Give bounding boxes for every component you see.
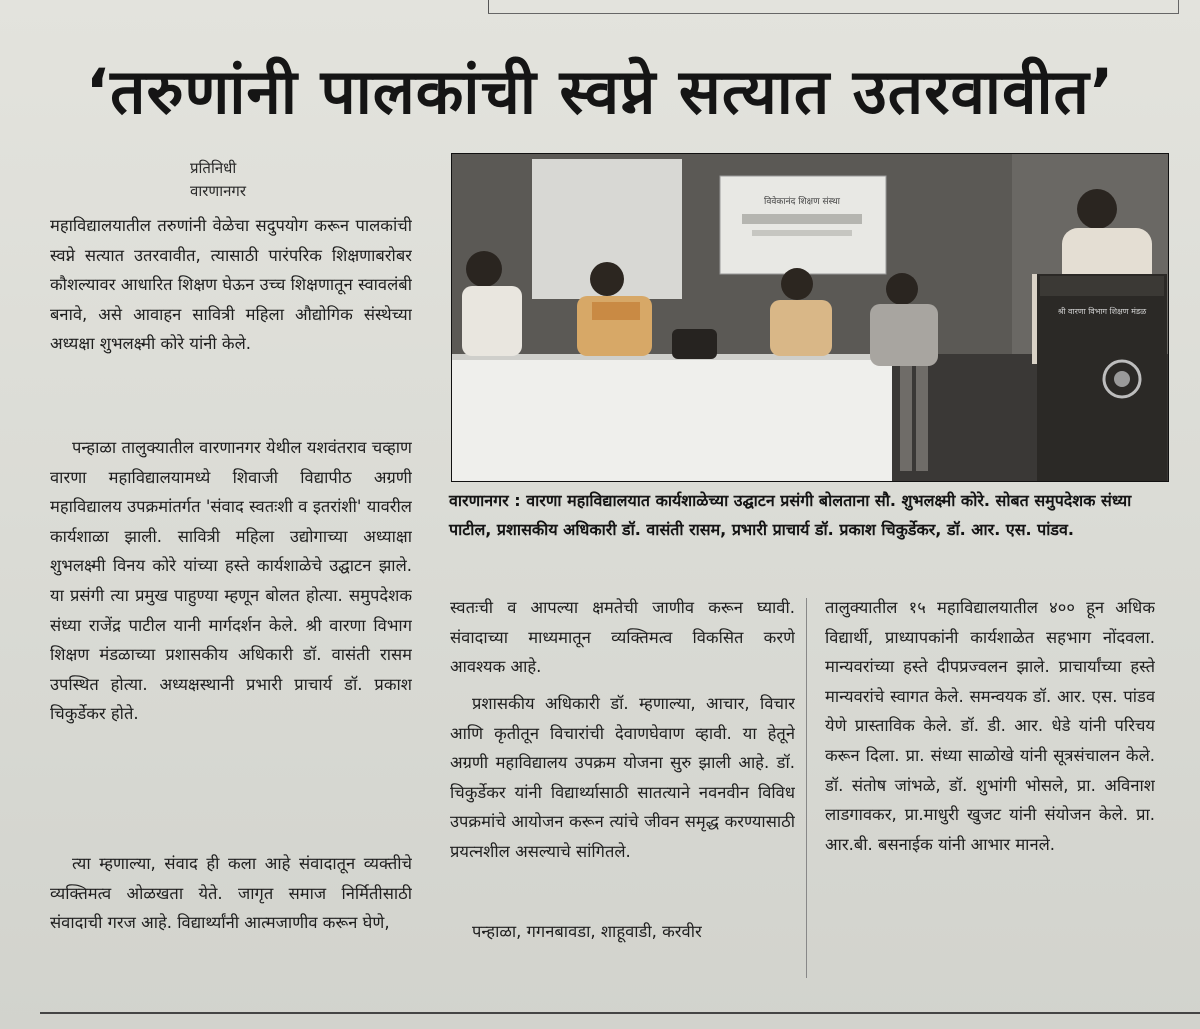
top-column-rule-right <box>1178 0 1179 14</box>
column2-paragraph-2: प्रशासकीय अधिकारी डॉ. म्हणाल्या, आचार, विचार आणि कृतीतून विचारांची देवाणघेवाण व्हावी. या हेतूने अग्रणी महाविद्यालय उपक्रम योजना सुरु झाली आहे. डॉ. चिकुर्डेकर यांनी विद्यार्थ्यासाठी सातत्याने नवनवीन विविध उपक्रमांचे आयोजन करून त्यांचे जीवन समृद्ध करण्यासाठी प्रयत्नशील असल्याचे सांगितले. <box>450 694 795 861</box>
column3-paragraph-1: तालुक्यातील १५ महाविद्यालयातील ४०० हून अधिक विद्यार्थी, प्राध्यापकांनी कार्यशाळेत सहभाग नोंदवला. मान्यवरांच्या हस्ते दीपप्रज्वलन झाले. प्राचार्यांच्या हस्ते मान्यवरांचे स्वागत केले. समन्वयक डॉ. आर. एस. पांडव येणे प्रास्ताविक केले. डॉ. डी. आर. धेडे यांनी परिचय करून दिला. प्रा. संध्या साळोखे यांनी सूत्रसंचालन केले. डॉ. संतोष जांभळे, डॉ. शुभांगी भोसले, प्रा. अविनाश लाडगावकर, प्रा.माधुरी खुजट यांनी संयोजन केले. प्रा. आर.बी. बसनाईक यांनी आभार मानले. <box>825 598 1155 854</box>
top-horizontal-rule <box>488 13 1178 14</box>
photo-caption: वारणानगर : वारणा महाविद्यालयात कार्यशाळेच्या उद्घाटन प्रसंगी बोलताना सौ. शुभलक्ष्मी कोरे. सोबत समुपदेशक संध्या पाटील, प्रशासकीय अधिकारी डॉ. वासंती रासम, प्रभारी प्राचार्य डॉ. प्रकाश चिकुर्डेकर, डॉ. आर. एस. पांडव. <box>449 491 1132 539</box>
event-photo-illustration <box>452 154 1169 482</box>
podium-text: श्री वारणा विभाग शिक्षण मंडळ <box>1057 307 1147 316</box>
event-photo <box>451 153 1169 482</box>
column1-paragraph-2: पन्हाळा तालुक्यातील वारणानगर येथील यशवंतराव चव्हाण वारणा महाविद्यालयामध्ये शिवाजी विद्यापीठ अग्रणी महाविद्यालय उपक्रमांतर्गत 'संवाद स्वतःशी व इतरांशी' यावरील कार्यशाळा झाली. सावित्री महिला उद्योगाच्या अध्याक्षा शुभलक्ष्मी विनय कोरे यांच्या हस्ते कार्यशाळेचे उद्घाटन झाले. या प्रसंगी त्या प्रमुख पाहुण्या म्हणून बोलत होत्या. समुपदेशक संध्या राजेंद्र पाटील यानी मार्गदर्शन केले. श्री वारणा विभाग शिक्षण मंडळाच्या प्रशासकीय अधिकारी डॉ. वासंती रासम उपस्थित होत्या. अध्यक्षस्थानी प्रभारी प्राचार्य डॉ. प्रकाश चिकुर्डेकर होते. <box>50 438 412 724</box>
top-column-rule <box>488 0 489 14</box>
article-column-1 <box>50 211 412 969</box>
article-column-3 <box>825 593 1155 953</box>
bottom-rule <box>40 1012 1200 1014</box>
byline-place: वारणानगर <box>190 182 246 200</box>
article-column-2 <box>450 593 795 951</box>
byline-reporter: प्रतिनिधी <box>190 159 237 177</box>
column2-paragraph-1: स्वतःची व आपल्या क्षमतेची जाणीव करून घ्यावी. संवादाच्या माध्यमातून व्यक्तिमत्व विकसित करणे आवश्यक आहे. <box>450 598 795 677</box>
column1-paragraph-1: महाविद्यालयातील तरुणांनी वेळेचा सदुपयोग करून पालकांची स्वप्ने सत्यात उतरवावीत, त्यासाठी पारंपरिक शिक्षणाबरोबर कौशल्यावर आधारित शिक्षण घेऊन उच्च शिक्षणातून स्वावलंबी बनावे, असे आवाहन सावित्री महिला औद्योगिक संस्थेच्या अध्यक्षा शुभलक्ष्मी कोरे यांनी केले. <box>50 216 412 354</box>
article-headline: ‘तरुणांनी पालकांची स्वप्ने सत्यात उतरवावीत’ <box>85 55 1115 128</box>
column-divider <box>806 598 807 978</box>
podium <box>1037 274 1167 482</box>
column1-paragraph-3: त्या म्हणाल्या, संवाद ही कला आहे संवादातून व्यक्तीचे व्यक्तिमत्व ओळखता येते. जागृत समाज निर्मितीसाठी संवादाची गरज आहे. विद्यार्थ्यांनी आत्मजाणीव करून घेणे, <box>50 854 412 933</box>
banner-text: विवेकानंद शिक्षण संस्था <box>764 197 840 207</box>
column2-paragraph-3: पन्हाळा, गगनबावडा, शाहूवाडी, करवीर <box>472 922 702 941</box>
